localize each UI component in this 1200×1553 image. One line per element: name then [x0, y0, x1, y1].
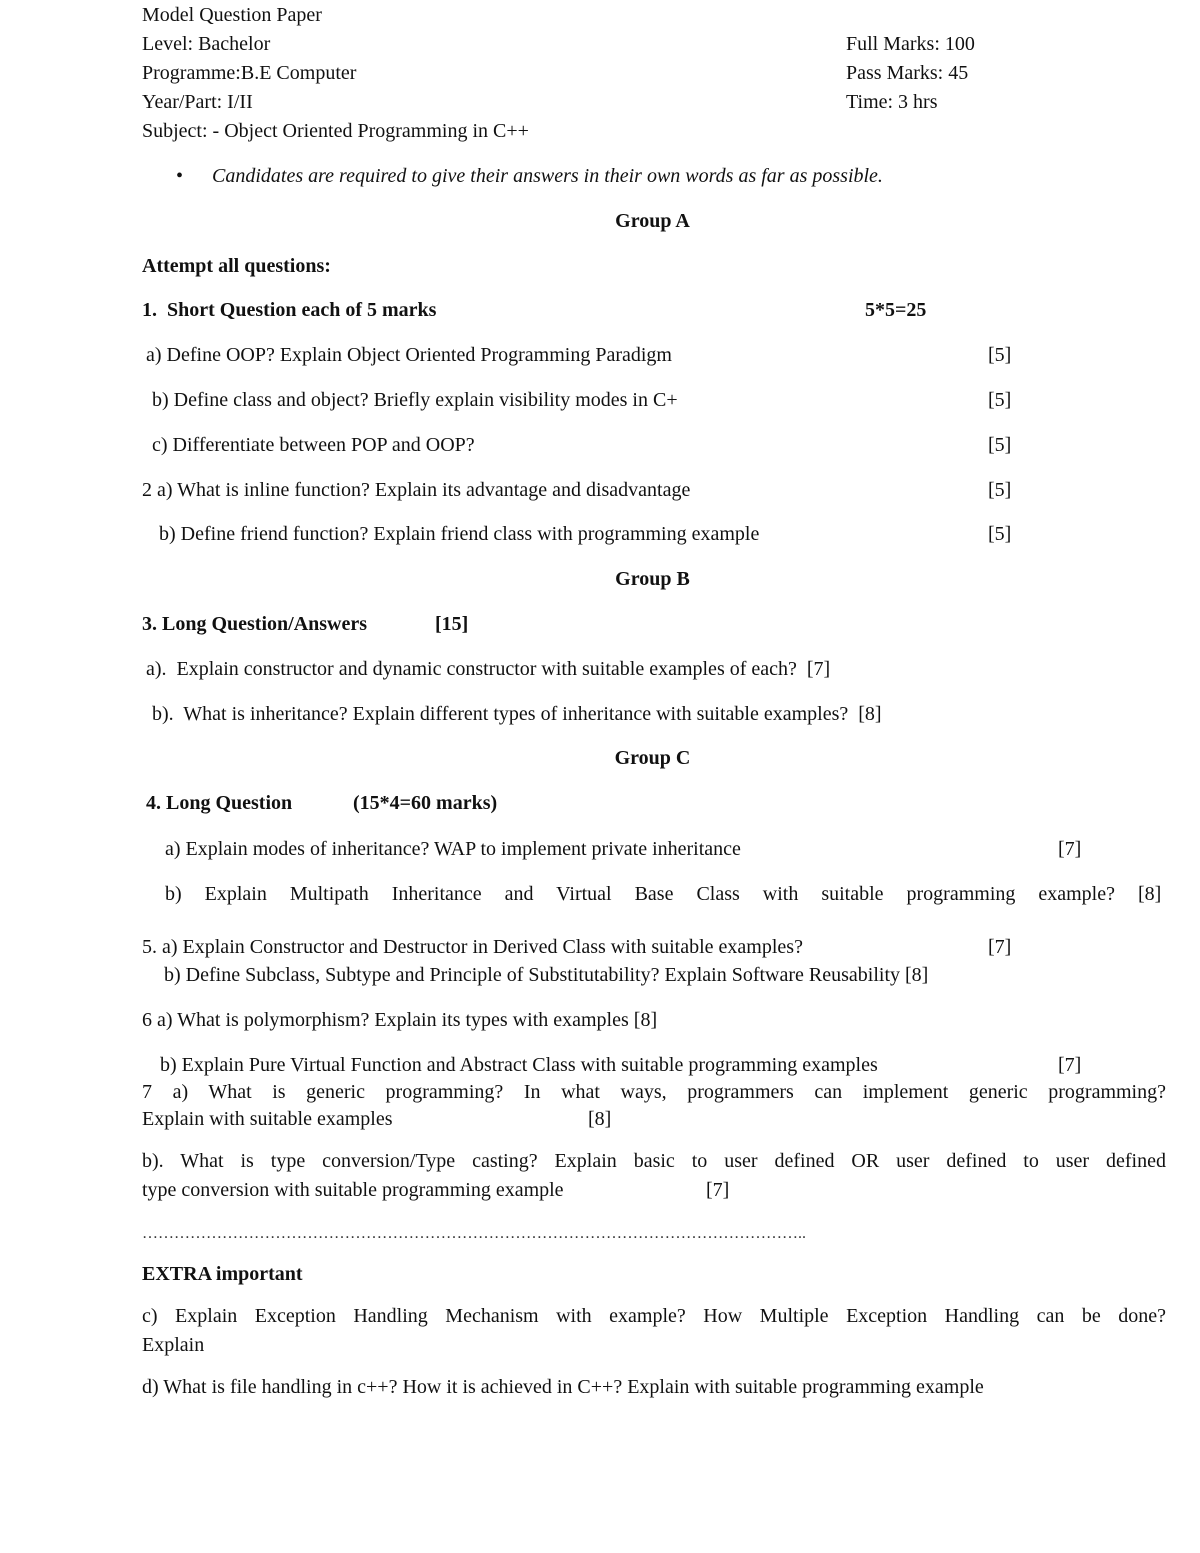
full-marks: Full Marks: 100: [846, 33, 975, 55]
q1c: c) Differentiate between POP and OOP?: [152, 434, 475, 456]
qc-line1: c) Explain Exception Handling Mechanism with example? How Multiple Exception Handling can be done?: [142, 1305, 1166, 1327]
extra-heading: EXTRA important: [142, 1263, 303, 1285]
programme: Programme:B.E Computer: [142, 62, 357, 84]
q7a-marks: [8]: [588, 1108, 612, 1130]
q7a-line1: 7 a) What is generic programming? In what ways, programmers can implement generic programming?: [142, 1081, 1166, 1103]
q6b: b) Explain Pure Virtual Function and Abstract Class with suitable programming examples: [160, 1054, 878, 1076]
q3-marks: [15]: [435, 613, 469, 635]
q1b: b) Define class and object? Briefly explain visibility modes in C+: [152, 389, 678, 411]
instruction-text: Candidates are required to give their answers in their own words as far as possible.: [212, 165, 883, 187]
q7a-line2: Explain with suitable examples: [142, 1108, 393, 1130]
paper-title: Model Question Paper: [142, 4, 322, 26]
q5b: b) Define Subclass, Subtype and Principle of Substitutability? Explain Software Reusability [8]: [164, 964, 929, 986]
time-allowed: Time: 3 hrs: [846, 91, 938, 113]
q1-title: 1. Short Question each of 5 marks: [142, 299, 437, 321]
q3a: a). Explain constructor and dynamic constructor with suitable examples of each? [7]: [146, 658, 831, 680]
q4b-marks: [8]: [1138, 883, 1162, 905]
group-b-heading: Group B: [615, 568, 690, 590]
q5a: 5. a) Explain Constructor and Destructor in Derived Class with suitable examples?: [142, 936, 803, 958]
q2a-marks: [5]: [988, 479, 1012, 501]
q5a-marks: [7]: [988, 936, 1012, 958]
q7b-marks: [7]: [706, 1179, 730, 1201]
q4a: a) Explain modes of inheritance? WAP to implement private inheritance: [165, 838, 741, 860]
group-c-heading: Group C: [614, 747, 691, 769]
q1c-marks: [5]: [988, 434, 1012, 456]
q2b: b) Define friend function? Explain friend class with programming example: [159, 523, 760, 545]
group-a-heading: Group A: [615, 210, 690, 232]
q6a: 6 a) What is polymorphism? Explain its types with examples [8]: [142, 1009, 658, 1031]
q7b-line1: b). What is type conversion/Type casting? Explain basic to user defined OR user defined to user defined: [142, 1150, 1166, 1172]
q3-title: 3. Long Question/Answers: [142, 613, 368, 635]
q1-marks: 5*5=25: [865, 299, 927, 321]
q4-title: 4. Long Question: [146, 792, 293, 814]
bullet-icon: •: [176, 165, 184, 187]
q6b-marks: [7]: [1058, 1054, 1082, 1076]
q3b: b). What is inheritance? Explain different types of inheritance with suitable examples? [8]: [152, 703, 882, 725]
q2b-marks: [5]: [988, 523, 1012, 545]
q4b: b) Explain Multipath Inheritance and Virtual Base Class with suitable programming example?: [165, 883, 1115, 905]
year-part: Year/Part: I/II: [142, 91, 253, 113]
attempt-all: Attempt all questions:: [142, 255, 331, 277]
q1a: a) Define OOP? Explain Object Oriented Programming Paradigm: [146, 344, 672, 366]
dotted-separator: ……………………………………………………………………………………………………………..: [142, 1225, 806, 1242]
qc-line2: Explain: [142, 1334, 205, 1356]
subject: Subject: - Object Oriented Programming in C++: [142, 120, 529, 142]
q1a-marks: [5]: [988, 344, 1012, 366]
q1b-marks: [5]: [988, 389, 1012, 411]
q4a-marks: [7]: [1058, 838, 1082, 860]
q2a: 2 a) What is inline function? Explain its advantage and disadvantage: [142, 479, 691, 501]
qd: d) What is file handling in c++? How it is achieved in C++? Explain with suitable programming example: [142, 1376, 984, 1398]
pass-marks: Pass Marks: 45: [846, 62, 969, 84]
q4-marks: (15*4=60 marks): [353, 792, 498, 814]
level: Level: Bachelor: [142, 33, 271, 55]
q7b-line2: type conversion with suitable programming example: [142, 1179, 564, 1201]
